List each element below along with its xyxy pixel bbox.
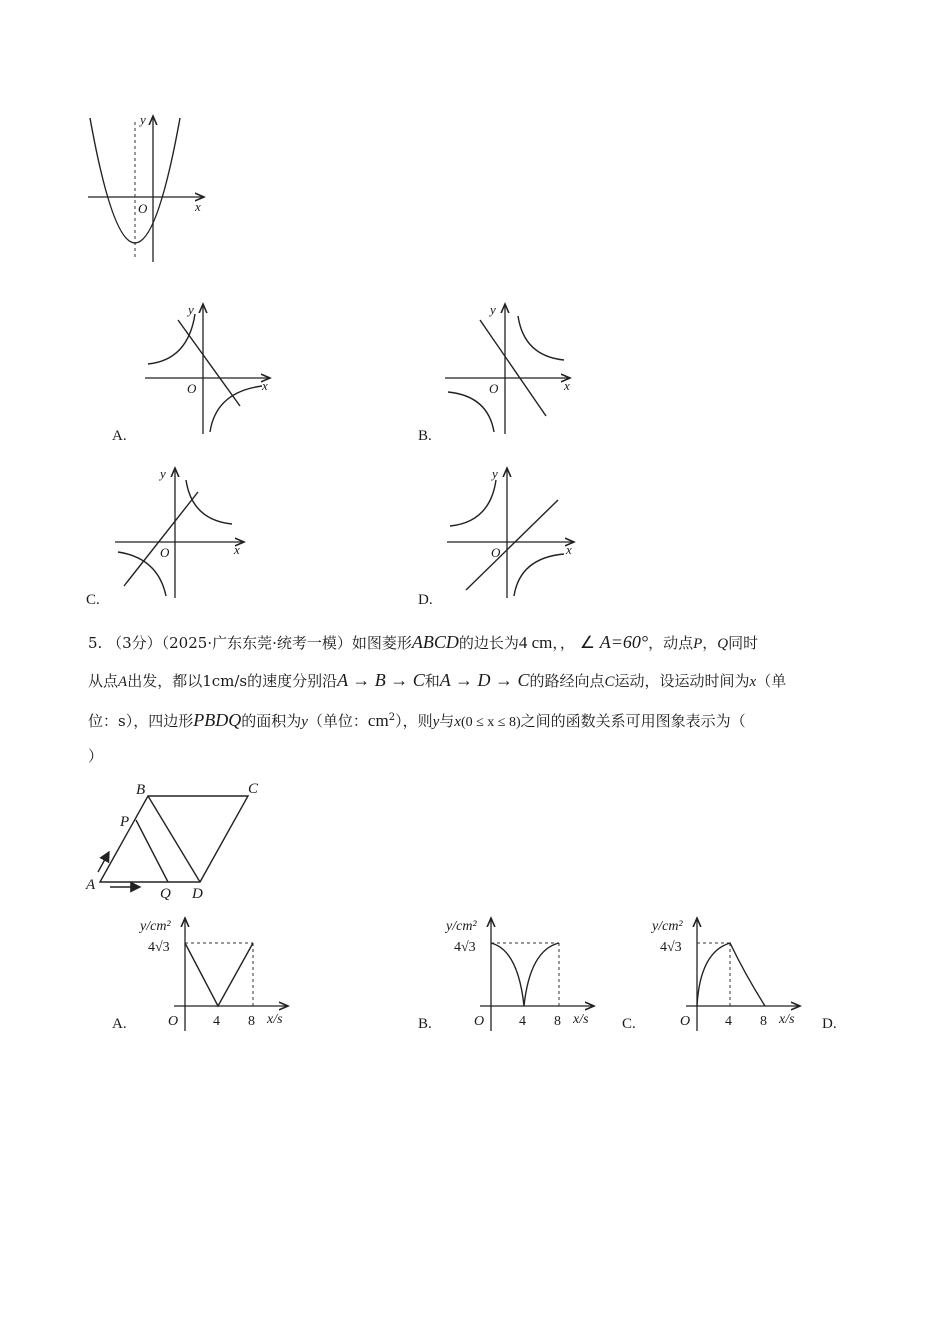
svg-text:4√3: 4√3 <box>454 940 476 955</box>
q4-option-d-graph <box>442 462 582 602</box>
q4-option-c-label[interactable]: C. <box>86 592 100 608</box>
point-p: P <box>120 814 130 830</box>
q4-option-c-graph <box>110 462 250 602</box>
q5-option-c-graph <box>644 910 809 1032</box>
svg-text:y: y <box>188 302 194 317</box>
q4-option-b-label[interactable]: B. <box>418 428 432 444</box>
svg-text:8: 8 <box>554 1014 561 1029</box>
svg-text:O: O <box>489 381 499 396</box>
q5-option-b-label[interactable]: B. <box>418 1016 432 1032</box>
question-5-line-1: 5. （3分）（2025·广东东莞·统考一模）如图菱形ABCD的边长为4 cm，， ∠ A=60°，动点P，Q同时 <box>88 632 759 652</box>
svg-text:x/s: x/s <box>573 1012 589 1027</box>
q5-option-c-label[interactable]: C. <box>622 1016 636 1032</box>
svg-text:4√3: 4√3 <box>148 940 170 955</box>
question-5-line-3: 位：s），四边形PBDQ的面积为y（单位：$cm^2$），则y与x(0 ≤ x ≤ 8)之间的函数关系可用图象表示为（ <box>88 710 746 730</box>
rhombus-figure <box>80 776 270 900</box>
svg-text:4: 4 <box>519 1014 526 1029</box>
vertex-c: C <box>248 781 259 797</box>
svg-text:y/cm²: y/cm² <box>652 919 683 934</box>
svg-text:x: x <box>262 378 268 393</box>
svg-text:O: O <box>168 1014 179 1029</box>
q4-option-b-graph <box>440 298 580 438</box>
svg-text:y: y <box>492 466 498 481</box>
svg-text:8: 8 <box>248 1014 255 1029</box>
svg-text:8: 8 <box>760 1014 767 1029</box>
q4-option-d-label[interactable]: D. <box>418 592 433 608</box>
y-axis-label: y <box>140 112 146 127</box>
svg-text:4: 4 <box>213 1014 220 1029</box>
vertex-a: A <box>86 877 96 893</box>
point-q: Q <box>160 886 171 900</box>
svg-text:O: O <box>160 545 170 560</box>
svg-text:x/s: x/s <box>779 1012 795 1027</box>
svg-text:4: 4 <box>725 1014 732 1029</box>
question-number: 5. <box>88 634 103 652</box>
q5-option-a-label[interactable]: A. <box>112 1016 127 1032</box>
parabola-graph <box>80 110 215 270</box>
svg-text:y/cm²: y/cm² <box>140 919 171 934</box>
svg-text:x: x <box>564 378 570 393</box>
q4-option-a-graph <box>140 298 280 438</box>
q4-option-a-label[interactable]: A. <box>112 428 127 444</box>
q5-option-d-label[interactable]: D. <box>822 1016 837 1032</box>
q5-option-a-graph <box>132 910 297 1032</box>
svg-text:O: O <box>680 1014 691 1029</box>
svg-text:x/s: x/s <box>267 1012 283 1027</box>
svg-text:x: x <box>234 542 240 557</box>
svg-text:4√3: 4√3 <box>660 940 682 955</box>
question-5-line-4: ） <box>88 747 104 765</box>
svg-text:O: O <box>491 545 501 560</box>
question-5-line-2: 从点A出发，都以1cm/s的速度分别沿A → B → C和A → D → C的路经向点C运动，设运动时间为x（单 <box>88 670 787 690</box>
vertex-b: B <box>136 782 146 798</box>
vertex-d: D <box>192 886 203 900</box>
svg-text:y/cm²: y/cm² <box>446 919 477 934</box>
x-axis-label: x <box>195 199 201 214</box>
svg-text:y: y <box>160 466 166 481</box>
svg-text:O: O <box>474 1014 485 1029</box>
svg-text:y: y <box>490 302 496 317</box>
svg-text:O: O <box>187 381 197 396</box>
origin-label: O <box>138 201 148 216</box>
svg-text:x: x <box>566 542 572 557</box>
q5-option-b-graph <box>438 910 603 1032</box>
